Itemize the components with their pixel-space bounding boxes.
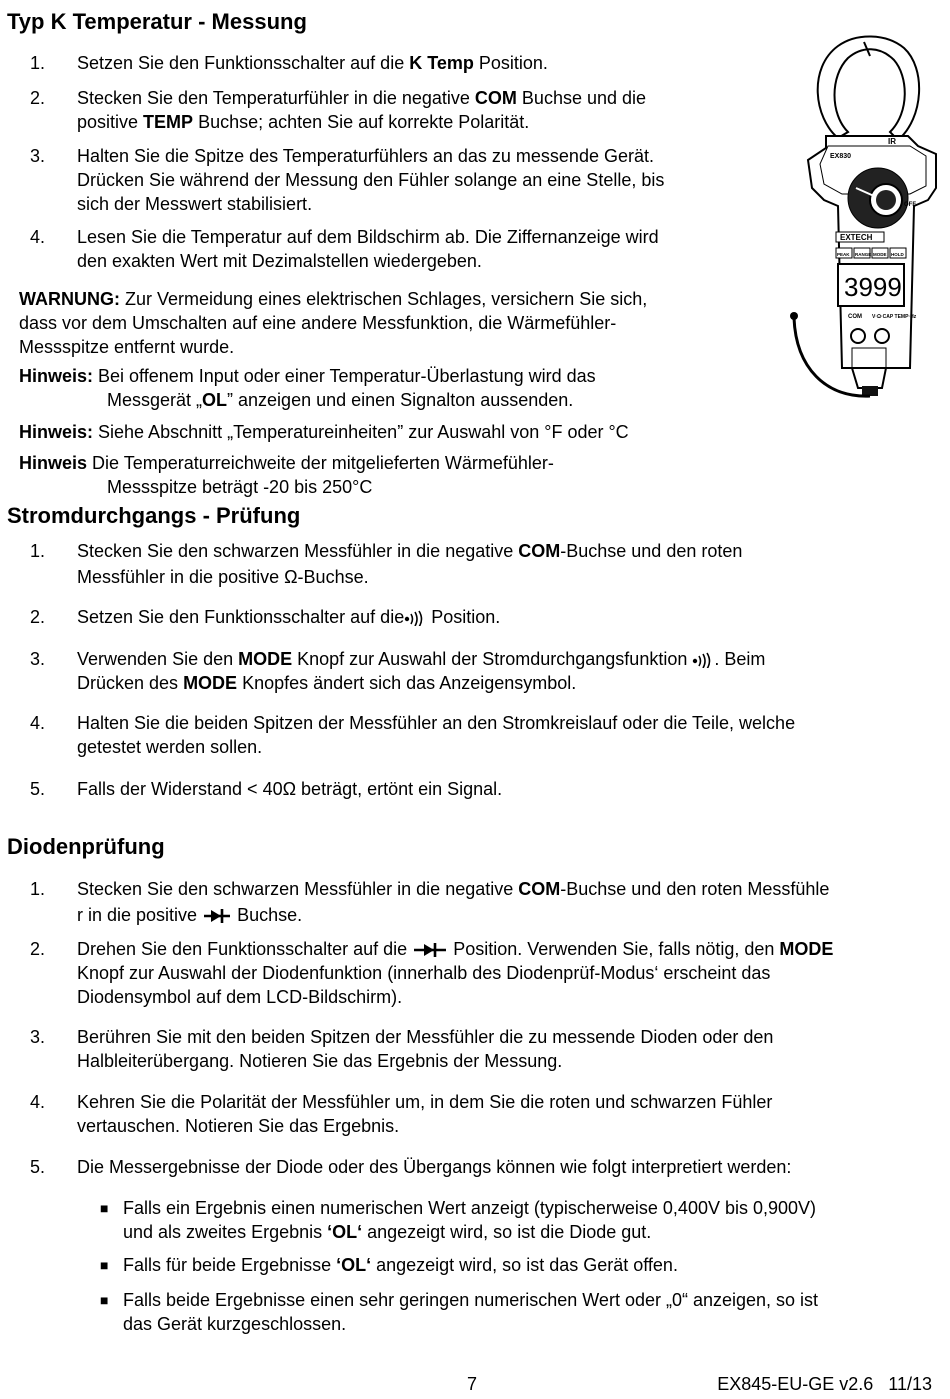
diode-bullet-2: Falls für beide Ergebnisse ‘OL‘ angezeigt wird, so ist das Gerät offen. [123, 1255, 678, 1275]
step-number: 2. [30, 607, 46, 627]
continuity-step-4: Halten Sie die beiden Spitzen der Messfühler an den Stromkreislauf oder die Teile, welche getestet werden sollen. [77, 713, 796, 757]
page-number: 7 [467, 1374, 478, 1394]
diode-symbol-icon [202, 908, 232, 924]
temp-step-3: Halten Sie die Spitze des Temperaturfühlers an das zu messende Gerät. Drücken Sie während der Messung den Fühler solange an eine Stelle, bis sich der Messwert stabilisiert. [77, 146, 665, 214]
diode-symbol-icon [412, 942, 448, 958]
continuity-symbol-icon [404, 610, 426, 626]
meter-display-value: 3999 [844, 272, 902, 302]
diode-step-4: Kehren Sie die Polarität der Messfühler um, in dem Sie die roten und schwarzen Fühler vertauschen. Notieren Sie das Ergebnis. [77, 1092, 773, 1136]
warning-block: WARNUNG: Zur Vermeidung eines elektrischen Schlages, versichern Sie sich, dass vor dem Umschalten auf eine andere Messfunktion, die Wärmefühler- Messspitze entfernt wurde. [19, 289, 648, 357]
continuity-step-5: Falls der Widerstand < 40Ω beträgt, ertönt ein Signal. [77, 779, 503, 799]
step-number: 5. [30, 779, 46, 799]
step-number: 3. [30, 1027, 46, 1047]
step-number: 2. [30, 88, 46, 108]
meter-brand: EXTECH [840, 233, 873, 242]
meter-button-hold: HOLD [891, 252, 904, 257]
diode-step-3: Berühren Sie mit den beiden Spitzen der Messfühler die zu messende Dioden oder den Halbleiterübergang. Notieren Sie das Ergebnis der Messung. [77, 1027, 774, 1071]
meter-button-range: RANGE [855, 252, 872, 257]
diode-bullet-1: Falls ein Ergebnis einen numerischen Wert anzeigt (typischerweise 0,400V bis 0,900V) und als zweites Ergebnis ‘OL‘ angezeigt wird, so ist die Diode gut. [123, 1198, 817, 1242]
meter-button-mode: MODE [873, 252, 887, 257]
meter-jack-temp: V·Ω·CAP TEMP·Hz [872, 314, 917, 320]
bullet-marker: ■ [100, 1200, 109, 1216]
diode-step-5: Die Messergebnisse der Diode oder des Übergangs können wie folgt interpretiert werden: [77, 1157, 792, 1177]
meter-button-peak: PEAK [837, 252, 850, 257]
document-id: EX845-EU-GE v2.6 11/13 [717, 1374, 932, 1394]
step-number: 1. [30, 541, 46, 561]
step-number: 3. [30, 649, 46, 669]
temp-step-1: Setzen Sie den Funktionsschalter auf die K Temp Position. [77, 53, 548, 73]
meter-model-label: EX830 [830, 153, 852, 160]
step-number: 4. [30, 713, 46, 733]
meter-jack-com: COM [848, 314, 862, 320]
temp-step-4: Lesen Sie die Temperatur auf dem Bildschirm ab. Die Ziffernanzeige wird den exakten Wert mit Dezimalstellen wiedergeben. [77, 227, 659, 271]
meter-off-label: OFF [904, 202, 916, 208]
note-open-input: Hinweis: Bei offenem Input oder einer Temperatur-Überlastung wird das Messgerät „OL” anzeigen und einen Signalton aussenden. [19, 366, 596, 410]
clamp-meter-illustration [786, 28, 946, 398]
diode-bullet-3: Falls beide Ergebnisse einen sehr geringen numerischen Wert oder „0“ anzeigen, so ist das Gerät kurzgeschlossen. [123, 1290, 819, 1334]
note-temp-units: Hinweis: Siehe Abschnitt „Temperatureinheiten” zur Auswahl von °F oder °C [19, 422, 629, 442]
diode-step-2: Drehen Sie den Funktionsschalter auf die Position. Verwenden Sie, falls nötig, den MODE Knopf zur Auswahl der Diodenfunktion (innerhalb des Diodenprüf-Modus‘ erscheint das Diodensymbol auf dem LCD-Bildschirm). [77, 939, 834, 1007]
step-number: 1. [30, 879, 46, 899]
continuity-step-2: Setzen Sie den Funktionsschalter auf die Position. [77, 607, 501, 627]
step-number: 3. [30, 146, 46, 166]
bullet-marker: ■ [100, 1292, 109, 1308]
step-number: 4. [30, 1092, 46, 1112]
step-number: 5. [30, 1157, 46, 1177]
step-number: 2. [30, 939, 46, 959]
temp-step-2: Stecken Sie den Temperaturfühler in die negative COM Buchse und die positive TEMP Buchse; achten Sie auf korrekte Polarität. [77, 88, 647, 132]
continuity-step-3: Verwenden Sie den MODE Knopf zur Auswahl der Stromdurchgangsfunktion . Beim Drücken des MODE Knopfes ändert sich das Anzeigensymbol. [77, 649, 766, 693]
continuity-step-1: Stecken Sie den schwarzen Messfühler in die negative COM-Buchse und den roten Messfühler in die positive Ω-Buchse. [77, 541, 743, 587]
heading-continuity: Stromdurchgangs - Prüfung [7, 503, 301, 528]
step-number: 1. [30, 53, 46, 73]
note-temp-range: Hinweis Die Temperaturreichweite der mitgelieferten Wärmefühler- Messspitze beträgt -20 bis 250°C [19, 453, 554, 497]
heading-diode: Diodenprüfung [7, 834, 165, 859]
diode-step-1: Stecken Sie den schwarzen Messfühler in die negative COM-Buchse und den roten Messfühle r in die positive Buchse. [77, 879, 830, 925]
meter-ir-label: IR [888, 137, 896, 146]
heading-temperature: Typ K Temperatur - Messung [7, 9, 307, 34]
continuity-symbol-icon [692, 652, 714, 668]
bullet-marker: ■ [100, 1257, 109, 1273]
step-number: 4. [30, 227, 46, 247]
